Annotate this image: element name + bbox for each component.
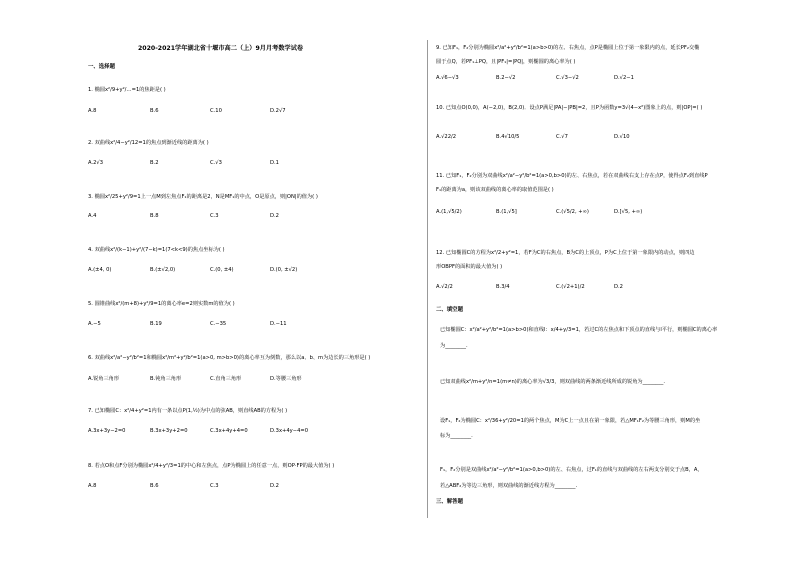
option-d: D.−11 xyxy=(270,321,287,327)
option-b: B.钝角三角形 xyxy=(150,376,182,382)
question-8: 8. 若点O和点F分别为椭圆x²/4+y²/3=1的中心和左焦点，点P为椭圆上的任意一点，则OP·FP的最大值为( ) xyxy=(88,463,335,469)
option-d: D.√10 xyxy=(614,134,630,140)
question-9-line-1: 9. 已知F₁，F₂分别为椭圆x²/a²+y²/b²=1(a>b>0)的左、右焦点，点P是椭圆上位于第一象限内的点，延长PF₂交椭 xyxy=(436,45,700,51)
option-c: C.√7 xyxy=(556,134,568,140)
option-b: B.(1,√5] xyxy=(496,209,517,215)
option-c: C.3 xyxy=(210,483,219,489)
option-d: D.[√5, +∞) xyxy=(614,209,643,215)
option-c: C.直角三角形 xyxy=(210,376,242,382)
option-a: A.√22/2 xyxy=(436,134,457,140)
option-a: A.锐角三角形 xyxy=(88,376,120,382)
option-b: B.4√10/5 xyxy=(496,134,520,140)
option-c: C.10 xyxy=(210,108,222,114)
column-divider xyxy=(427,40,428,518)
option-b: B.6 xyxy=(150,483,159,489)
option-a: A.4 xyxy=(88,213,97,219)
option-a: A.3x+3y−2=0 xyxy=(88,428,126,434)
question-6: 6. 双曲线x²/a²−y²/b²=1和椭圆x²/m²+y²/b²=1(a>0, m>b>0)的离心率互为倒数，那么以a、b、m为边长的三角形是( ) xyxy=(88,355,371,361)
option-a: A.√2/2 xyxy=(436,284,453,290)
option-d: D.2 xyxy=(614,284,623,290)
question-10-line-1: 10. 已知点O(0,0)，A(−2,0)，B(2,0)．设点P满足|PA|−|PB|=2，且P为函数y=3√(4−x²)图象上的点，则|OP|=( ) xyxy=(436,105,703,111)
question-5: 5. 圆锥曲线x²/(m+8)+y²/9=1的离心率e=2则实数m的值为( ) xyxy=(88,301,235,307)
option-c: C.(0, ±4) xyxy=(210,267,234,273)
question-9-line-2: 圆于点Q，若PF₁⊥PQ，且|PF₁|=|PQ|，则椭圆的离心率为( ) xyxy=(436,59,576,65)
fill-question-4-line-1: F₁，F₂分别是双曲线x²/a²−y²/b²=1(a>0,b>0)的左、右焦点，过F₁的直线与双曲线的左右两支分别交于点B，A， xyxy=(440,467,703,473)
fill-question-2: 已知双曲线x²/m+y²/n=1(m≠n)的离心率为√3/3，则双曲线的两条渐近线所成的锐角为________. xyxy=(440,379,665,385)
question-7: 7. 已知椭圆C：x²/4+y²=1内有一条以点P(1,½)为中点的弦AB，则直线AB的方程为( ) xyxy=(88,408,288,414)
option-d: D.1 xyxy=(270,160,279,166)
option-a: A.−5 xyxy=(88,321,101,327)
section-solve-heading: 三、解答题 xyxy=(436,499,463,505)
option-b: B.8 xyxy=(150,213,159,219)
option-a: A.8 xyxy=(88,483,97,489)
option-d: D.3x+4y−4=0 xyxy=(270,428,309,434)
option-a: A.2√3 xyxy=(88,160,104,166)
option-b: B.(±√2,0) xyxy=(150,267,176,273)
option-c: C.(√2+1)/2 xyxy=(556,284,585,290)
question-3: 3. 椭圆x²/25+y²/9=1上一点M到左焦点F₁的距离是2，N是MF₁的中点，O是原点，则|ON|的值为( ) xyxy=(88,194,318,200)
section-choice-heading: 一、选择题 xyxy=(88,64,115,70)
option-d: D.2√7 xyxy=(270,108,286,114)
fill-question-1-line-2: 为________. xyxy=(440,343,468,349)
fill-question-4-line-2: 若△ABF₂为等边三角形，则双曲线的渐近线方程为________. xyxy=(440,483,578,489)
option-c: C.√3 xyxy=(210,160,222,166)
option-c: C.−35 xyxy=(210,321,227,327)
section-fill-heading: 二、填空题 xyxy=(436,307,463,313)
option-d: D.2 xyxy=(270,213,279,219)
option-d: D.(0, ±√2) xyxy=(270,267,298,273)
option-c: C.√3−√2 xyxy=(556,75,579,81)
page-title: 2020-2021学年湖北省十堰市高二（上）9月月考数学试卷 xyxy=(138,45,304,52)
option-b: B.3/4 xyxy=(496,284,510,290)
option-c: C.(√5/2, +∞) xyxy=(556,209,589,215)
fill-question-3-line-2: 标为________. xyxy=(440,433,473,439)
option-a: A.(±4, 0) xyxy=(88,267,112,273)
option-b: B.2−√2 xyxy=(496,75,516,81)
question-12-line-1: 12. 已知椭圆C的方程为x²/2+y²=1，若F为C的右焦点，B为C的上顶点，P为C上位于第一象限内的动点，则四边 xyxy=(436,250,695,256)
option-c: C.3 xyxy=(210,213,219,219)
option-b: B.2 xyxy=(150,160,159,166)
option-b: B.19 xyxy=(150,321,162,327)
option-a: A.(1,√5/2) xyxy=(436,209,462,215)
question-12-line-2: 形OBPF的面积的最大值为( ) xyxy=(436,264,503,270)
option-d: D.2 xyxy=(270,483,279,489)
fill-question-3-line-1: 设F₁，F₂为椭圆C：x²/36+y²/20=1的两个焦点，M为C上一点且在第一象限，若△MF₁F₂为等腰三角形，则M的坐 xyxy=(440,418,701,424)
question-4: 4. 双曲线x²/(k−1)+y²/(7−k)=1(7<k<9)的焦点坐标为( ) xyxy=(88,247,225,253)
question-2: 2. 双曲线x²/4−y²/12=1的焦点到渐近线的距离为( ) xyxy=(88,140,209,146)
option-a: A.8 xyxy=(88,108,97,114)
question-11-line-2: F₁的距离为a，则该双曲线的离心率的取值范围是( ) xyxy=(436,187,554,193)
option-b: B.3x+3y+2=0 xyxy=(150,428,188,434)
option-d: D.√2−1 xyxy=(614,75,634,81)
option-c: C.3x+4y+4=0 xyxy=(210,428,248,434)
option-b: B.6 xyxy=(150,108,159,114)
question-1: 1. 椭圆x²/9+y²/…=1的焦距是( ) xyxy=(88,87,166,93)
option-a: A.√6−√3 xyxy=(436,75,459,81)
option-d: D.等腰三角形 xyxy=(270,376,302,382)
question-11-line-1: 11. 已知F₁，F₂分别为双曲线x²/a²−y²/b²=1(a>0,b>0)的左、右焦点，若在双曲线右支上存在点P，使得点F₂到直线P xyxy=(436,173,708,179)
fill-question-1-line-1: 已知椭圆C：x²/a²+y²/b²=1(a>b>0)和直线l：x/4+y/3=1，若过C的左焦点和下顶点的直线与l平行，则椭圆C的离心率 xyxy=(440,327,718,333)
